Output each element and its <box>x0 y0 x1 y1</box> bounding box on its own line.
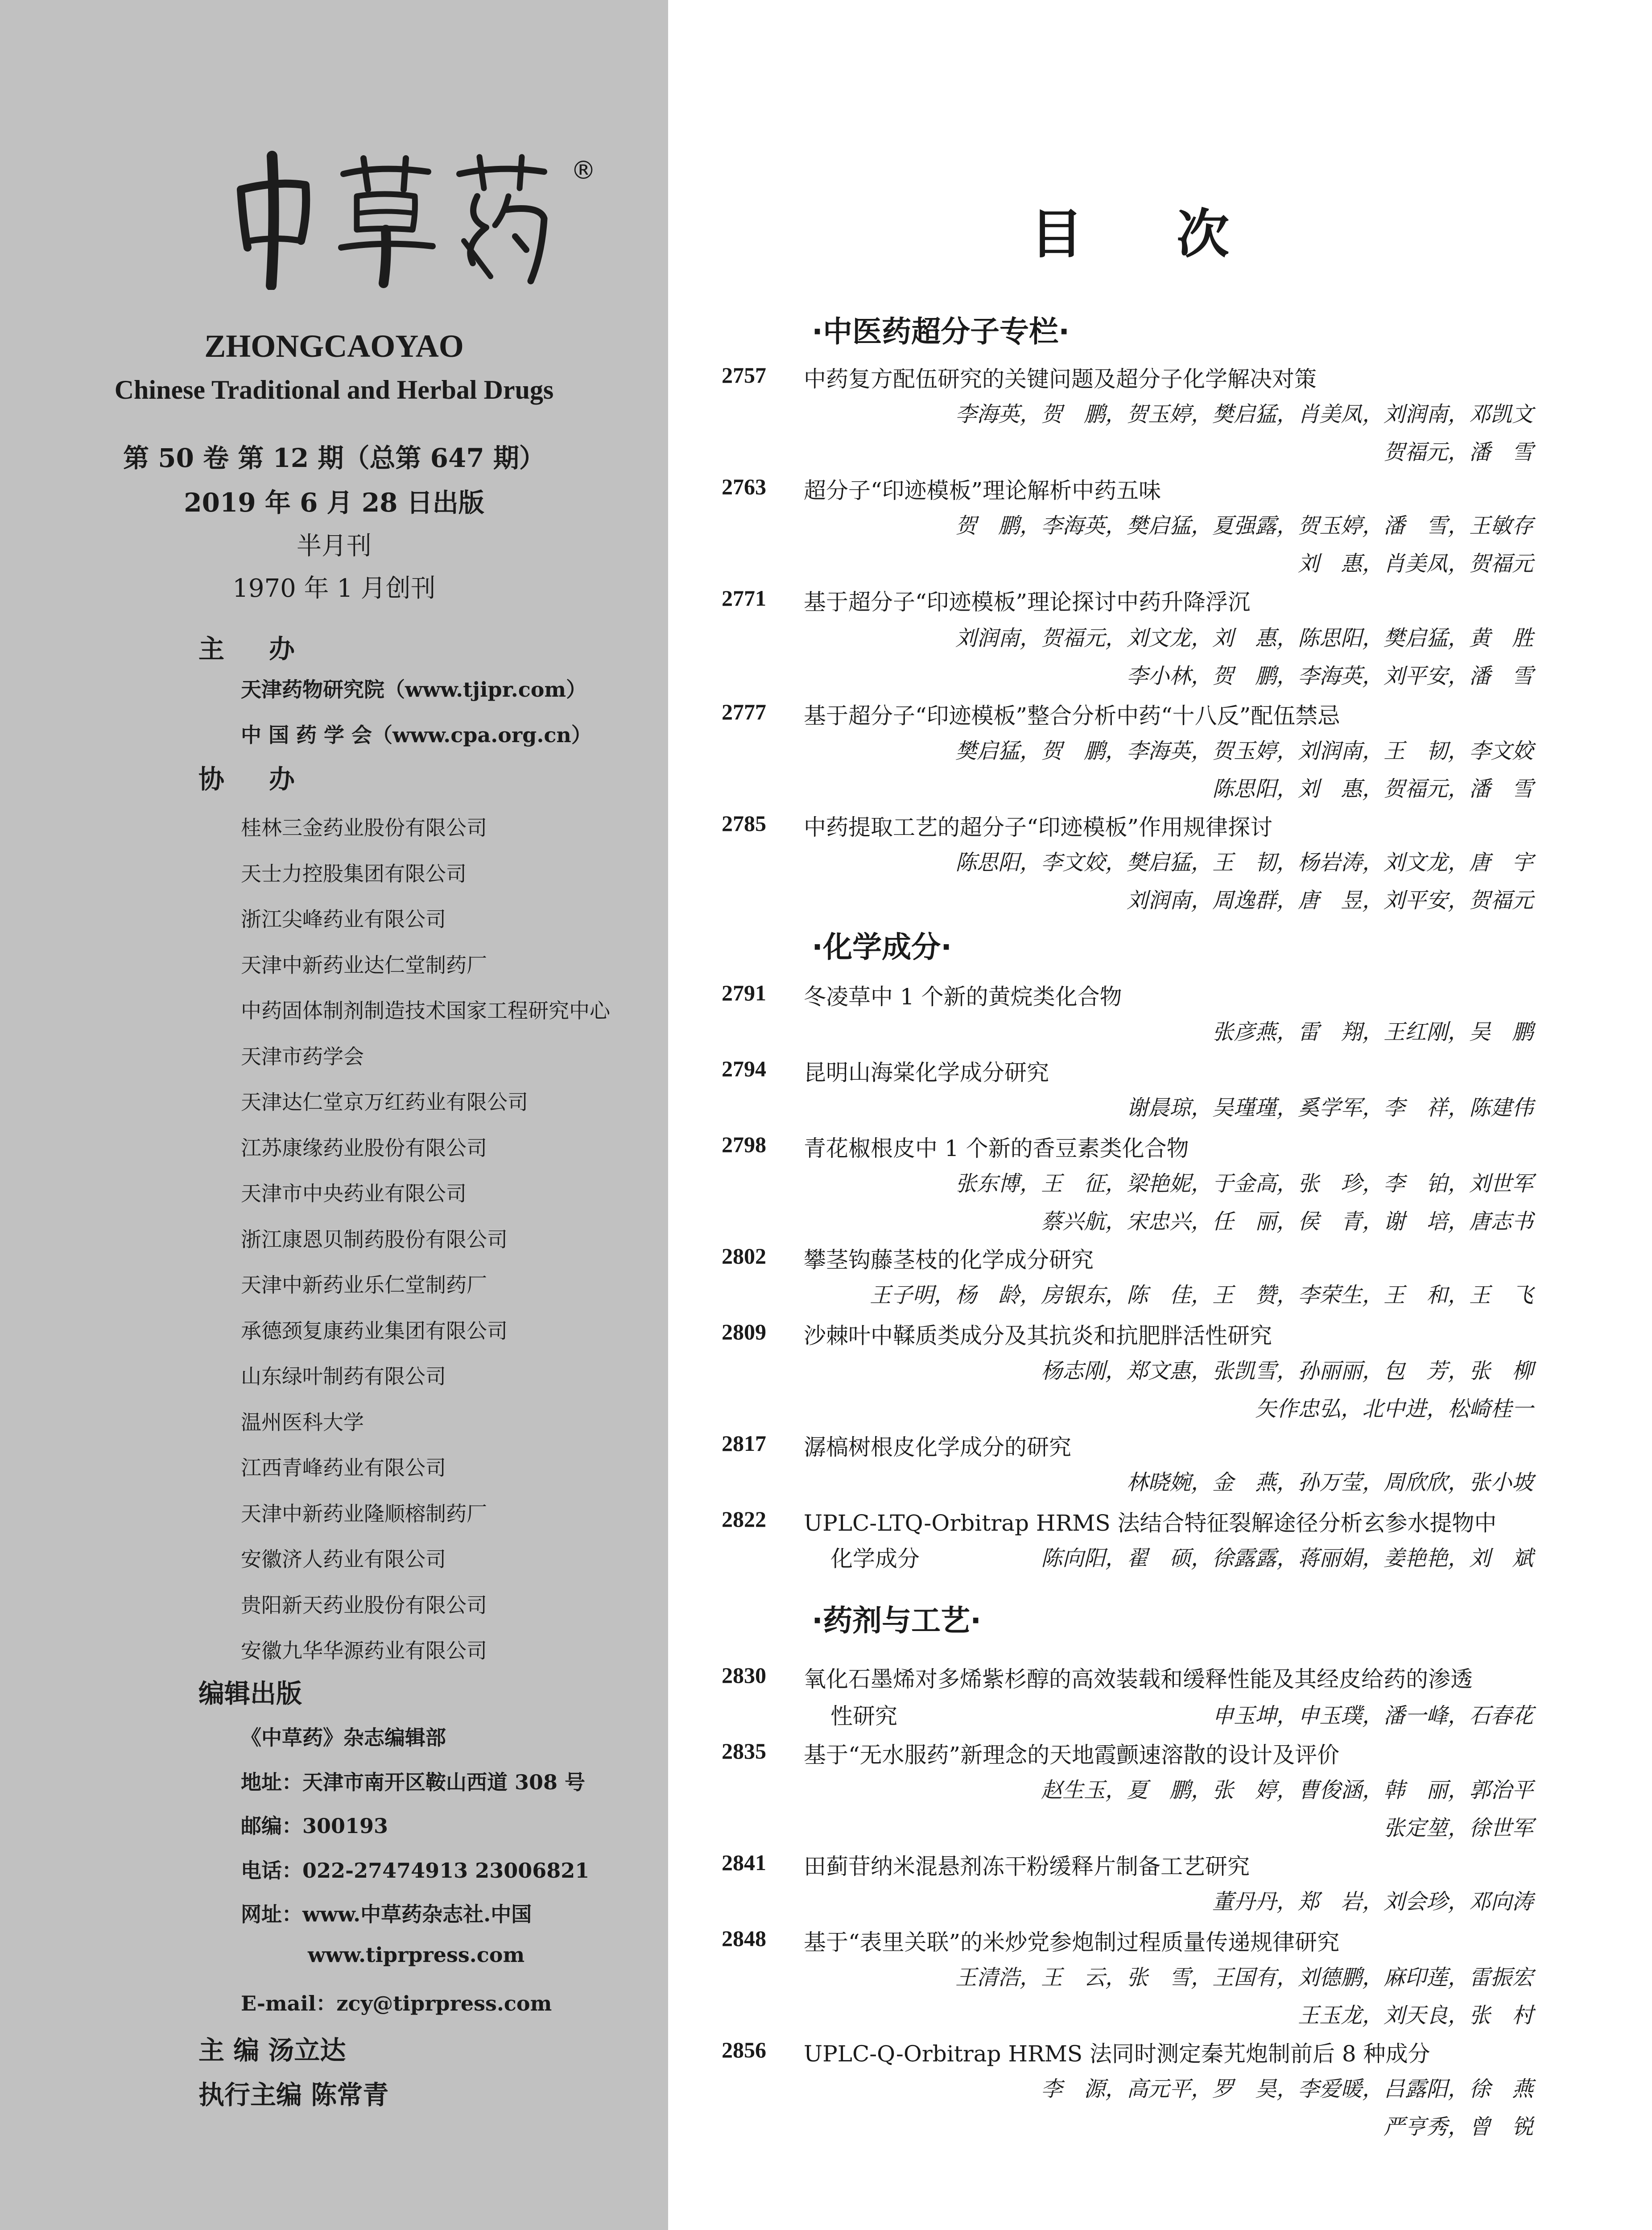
toc-article-title[interactable]: 昆明山海棠化学成分研究 <box>804 1060 1049 1086</box>
co-sponsor-item: 天津市药学会 <box>241 1044 364 1069</box>
toc-article-authors: 李小林，贺 鹏，李海英，刘平安，潘 雪 <box>1126 664 1533 689</box>
toc-article-title[interactable]: UPLC-Q-Orbitrap HRMS 法同时测定秦艽炮制前后 8 种成分 <box>804 2041 1430 2067</box>
toc-page-number: 2785 <box>722 811 766 836</box>
toc-article-authors: 赵生玉，夏 鹏，张 婷，曹俊涵，韩 丽，郭治平 <box>1041 1778 1533 1803</box>
co-sponsor-item: 贵阳新天药业股份有限公司 <box>241 1593 487 1617</box>
toc-article-authors: 贺 鹏，李海英，樊启猛，夏强露，贺玉婷，潘 雪，王敏存 <box>955 513 1533 538</box>
registered-trademark-mark: ® <box>571 156 596 185</box>
co-sponsors-heading: 协办 <box>198 764 340 794</box>
toc-article-title[interactable]: 基于“无水服药”新理念的天地霞颤速溶散的设计及评价 <box>804 1742 1340 1768</box>
toc-article-title[interactable]: 潺槁树根皮化学成分的研究 <box>804 1434 1071 1460</box>
publisher-heading: 编辑出版 <box>198 1678 302 1709</box>
toc-article-authors: 王玉龙，刘天良，张 村 <box>1297 2003 1533 2028</box>
co-sponsor-item: 桂林三金药业股份有限公司 <box>241 816 487 840</box>
publication-frequency: 半月刊 <box>297 532 372 561</box>
toc-page-number: 2835 <box>722 1739 766 1763</box>
toc-title: 目次 <box>1030 203 1323 265</box>
toc-article-authors: 严亨秀，曾 锐 <box>1383 2114 1533 2139</box>
editorial-department: 《中草药》杂志编辑部 <box>241 1726 446 1750</box>
toc-category: ·药剂与工艺· <box>812 1603 982 1638</box>
toc-article-authors: 王子明，杨 龄，房银东，陈 佳，王 赞，李荣生，王 和，王 飞 <box>869 1283 1533 1308</box>
toc-article-title[interactable]: 沙棘叶中鞣质类成分及其抗炎和抗肥胖活性研究 <box>804 1323 1272 1349</box>
toc-page-number: 2830 <box>722 1663 766 1688</box>
co-sponsor-item: 天津市中央药业有限公司 <box>241 1181 467 1206</box>
toc-page-number: 2771 <box>722 586 766 611</box>
toc-article-title[interactable]: 攀茎钩藤茎枝的化学成分研究 <box>804 1247 1094 1273</box>
sidebar <box>0 0 668 2230</box>
chief-editor: 主 编 汤立达 <box>198 2035 346 2065</box>
toc-article-authors: 陈思阳，李文姣，樊启猛，王 韧，杨岩涛，刘文龙，唐 宇 <box>955 850 1533 875</box>
toc-article-authors: 董丹丹，郑 岩，刘会珍，邓向涛 <box>1212 1889 1533 1914</box>
publisher-postcode: 邮编：300193 <box>241 1814 388 1838</box>
toc-article-authors: 蔡兴航，宋忠兴，任 丽，侯 青，谢 培，唐志书 <box>1041 1209 1533 1234</box>
toc-article-title[interactable]: 基于超分子“印迹模板”整合分析中药“十八反”配伍禁忌 <box>804 703 1340 729</box>
publisher-address: 地址：天津市南开区鞍山西道 308 号 <box>241 1770 586 1794</box>
co-sponsor-item: 安徽济人药业有限公司 <box>241 1547 446 1571</box>
toc-article-authors: 李 源，高元平，罗 昊，李爱暖，吕露阳，徐 燕 <box>1041 2077 1533 2102</box>
co-sponsor-item: 温州医科大学 <box>241 1410 364 1434</box>
toc-article-authors: 张定堃，徐世军 <box>1383 1816 1533 1841</box>
toc-article-title[interactable]: 基于超分子“印迹模板”理论探讨中药升降浮沉 <box>804 589 1251 615</box>
co-sponsor-item: 承德颈复康药业集团有限公司 <box>241 1318 508 1343</box>
toc-article-authors: 贺福元，潘 雪 <box>1383 440 1533 465</box>
toc-page-number: 2798 <box>722 1132 766 1157</box>
toc-article-title[interactable]: 中药复方配伍研究的关键问题及超分子化学解决对策 <box>804 366 1317 392</box>
co-sponsor-item: 江西青峰药业有限公司 <box>241 1456 446 1480</box>
toc-article-title-continued[interactable]: 化学成分 <box>830 1546 920 1572</box>
toc-category: ·化学成分· <box>812 930 952 964</box>
toc-article-authors: 申玉坤，申玉璞，潘一峰，石春花 <box>1212 1703 1533 1728</box>
toc-page-number: 2777 <box>722 699 766 724</box>
co-sponsor-item: 中药固体制剂制造技术国家工程研究中心 <box>241 999 610 1023</box>
toc-article-authors: 刘 惠，肖美凤，贺福元 <box>1297 551 1533 576</box>
toc-article-title[interactable]: 基于“表里关联”的米炒党参炮制过程质量传递规律研究 <box>804 1929 1340 1955</box>
toc-page-number: 2794 <box>722 1056 766 1081</box>
toc-page-number: 2856 <box>722 2037 766 2062</box>
toc-page-number: 2763 <box>722 474 766 499</box>
journal-name-english: Chinese Traditional and Herbal Drugs <box>114 375 554 405</box>
toc-category: ·中医药超分子专栏· <box>812 314 1070 349</box>
toc-page-number: 2841 <box>722 1850 766 1875</box>
volume-issue: 第 50 卷 第 12 期（总第 647 期） <box>123 443 545 473</box>
toc-page-number: 2817 <box>722 1431 766 1456</box>
toc-article-title[interactable]: 田蓟苷纳米混悬剂冻干粉缓释片制备工艺研究 <box>804 1854 1250 1879</box>
publisher-website: 网址：www.中草药杂志社.中国 <box>241 1902 532 1926</box>
co-sponsor-item: 天士力控股集团有限公司 <box>241 861 467 886</box>
toc-article-authors: 矢作忠弘，北中进，松崎桂一 <box>1255 1396 1533 1421</box>
co-sponsor-item: 浙江尖峰药业有限公司 <box>241 907 446 931</box>
toc-article-authors: 王清浩，王 云，张 雪，王国有，刘德鹏，麻印莲，雷振宏 <box>955 1965 1533 1990</box>
executive-editor: 执行主编 陈常青 <box>198 2080 389 2110</box>
toc-article-title[interactable]: UPLC-LTQ-Orbitrap HRMS 法结合特征裂解途径分析玄参水提物中 <box>804 1510 1497 1536</box>
toc-article-title[interactable]: 超分子“印迹模板”理论解析中药五味 <box>804 478 1161 504</box>
toc-article-title[interactable]: 氧化石墨烯对多烯紫杉醇的高效装载和缓释性能及其经皮给药的渗透 <box>804 1666 1473 1692</box>
toc-article-authors: 樊启猛，贺 鹏，李海英，贺玉婷，刘润南，王 韧，李文姣 <box>955 739 1533 764</box>
toc-article-authors: 刘润南，贺福元，刘文龙，刘 惠，陈思阳，樊启猛，黄 胜 <box>955 626 1533 651</box>
journal-name-pinyin: ZHONGCAOYAO <box>204 328 464 364</box>
toc-article-title[interactable]: 中药提取工艺的超分子“印迹模板”作用规律探讨 <box>804 814 1273 840</box>
toc-page-number: 2791 <box>722 980 766 1005</box>
publisher-website-2: www.tiprpress.com <box>308 1943 525 1967</box>
sponsors-heading: 主办 <box>198 634 340 664</box>
toc-page-number: 2848 <box>722 1926 766 1951</box>
publisher-email: E-mail：zcy@tiprpress.com <box>241 1991 552 2015</box>
co-sponsor-item: 天津中新药业乐仁堂制药厂 <box>241 1273 487 1297</box>
sponsor-item: 天津药物研究院（www.tjipr.com） <box>241 677 587 702</box>
journal-logo <box>223 147 562 290</box>
co-sponsor-item: 浙江康恩贝制药股份有限公司 <box>241 1227 508 1251</box>
co-sponsor-item: 天津中新药业隆顺榕制药厂 <box>241 1501 487 1526</box>
toc-article-authors: 张东博，王 征，梁艳妮，于金高，张 珍，李 铂，刘世军 <box>955 1171 1533 1196</box>
toc-page-number: 2757 <box>722 363 766 388</box>
publish-date: 2019 年 6 月 28 日出版 <box>184 487 484 518</box>
toc-article-title[interactable]: 冬凌草中 1 个新的黄烷类化合物 <box>804 984 1122 1010</box>
co-sponsor-item: 江苏康缘药业股份有限公司 <box>241 1136 487 1160</box>
toc-page-number: 2809 <box>722 1319 766 1344</box>
co-sponsor-item: 山东绿叶制药有限公司 <box>241 1364 446 1388</box>
toc-article-authors: 陈向阳，翟 硕，徐露露，蒋丽娟，姜艳艳，刘 斌 <box>1041 1546 1533 1571</box>
co-sponsor-item: 天津达仁堂京万红药业有限公司 <box>241 1090 528 1114</box>
toc-article-authors: 刘润南，周逸群，唐 昱，刘平安，贺福元 <box>1126 888 1533 913</box>
toc-page-number: 2822 <box>722 1507 766 1532</box>
toc-article-authors: 林晓婉，金 燕，孙万莹，周欣欣，张小坡 <box>1126 1470 1533 1495</box>
toc-article-authors: 杨志刚，郑文惠，张凯雪，孙丽丽，包 芳，张 柳 <box>1041 1359 1533 1383</box>
founded-date: 1970 年 1 月创刊 <box>232 574 436 603</box>
sponsor-item: 中 国 药 学 会（www.cpa.org.cn） <box>241 723 592 747</box>
toc-article-title-continued[interactable]: 性研究 <box>830 1703 897 1729</box>
toc-article-authors: 陈思阳，刘 惠，贺福元，潘 雪 <box>1212 776 1533 801</box>
toc-article-authors: 张彦燕，雷 翔，王红刚，吴 鹏 <box>1212 1020 1533 1045</box>
toc-article-authors: 谢晨琼，吴瑾瑾，奚学军，李 祥，陈建伟 <box>1126 1095 1533 1120</box>
toc-page-number: 2802 <box>722 1243 766 1268</box>
toc-article-title[interactable]: 青花椒根皮中 1 个新的香豆素类化合物 <box>804 1136 1189 1161</box>
co-sponsor-item: 安徽九华华源药业有限公司 <box>241 1639 487 1663</box>
co-sponsor-item: 天津中新药业达仁堂制药厂 <box>241 953 487 977</box>
publisher-phone: 电话：022-27474913 23006821 <box>241 1858 590 1883</box>
toc-article-authors: 李海英，贺 鹏，贺玉婷，樊启猛，肖美凤，刘润南，邓凯文 <box>955 402 1533 427</box>
